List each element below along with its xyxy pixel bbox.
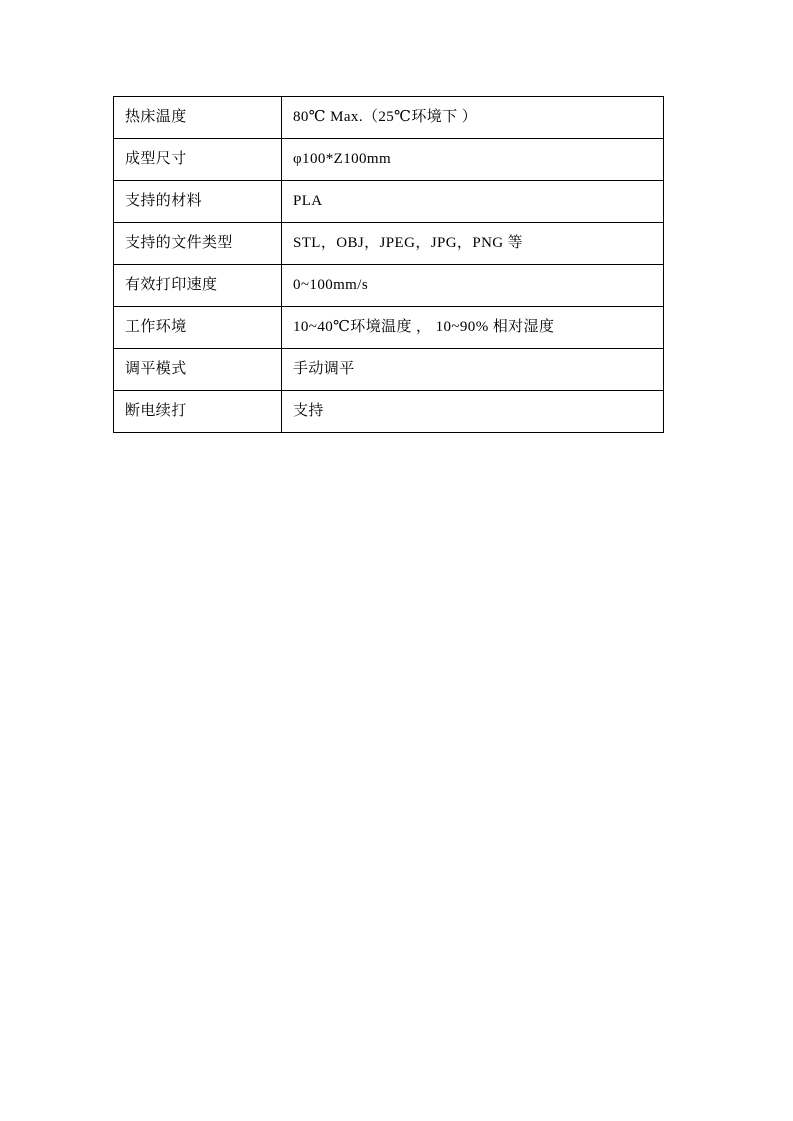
table-row — [114, 349, 664, 391]
row-label: 调平模式 — [114, 349, 282, 391]
table-row — [114, 181, 664, 223]
row-value: 10~40℃环境温度 ， 10~90% 相对湿度 — [282, 307, 664, 349]
row-value: STL，OBJ，JPEG，JPG，PNG 等 — [282, 223, 664, 265]
table-row — [114, 265, 664, 307]
row-label: 支持的材料 — [114, 181, 282, 223]
row-value: φ100*Z100mm — [282, 139, 664, 181]
table-body — [114, 97, 664, 433]
row-value: 80℃ Max.（25℃环境下 ） — [282, 97, 664, 139]
row-value: 支持 — [282, 391, 664, 433]
row-value: PLA — [282, 181, 664, 223]
row-label: 工作环境 — [114, 307, 282, 349]
table-row — [114, 223, 664, 265]
row-label: 断电续打 — [114, 391, 282, 433]
row-label: 支持的文件类型 — [114, 223, 282, 265]
row-label: 成型尺寸 — [114, 139, 282, 181]
specification-table — [113, 96, 664, 433]
table-row — [114, 139, 664, 181]
table-row — [114, 97, 664, 139]
row-label: 有效打印速度 — [114, 265, 282, 307]
table-row — [114, 307, 664, 349]
row-label: 热床温度 — [114, 97, 282, 139]
row-value: 手动调平 — [282, 349, 664, 391]
row-value: 0~100mm/s — [282, 265, 664, 307]
table-row — [114, 391, 664, 433]
